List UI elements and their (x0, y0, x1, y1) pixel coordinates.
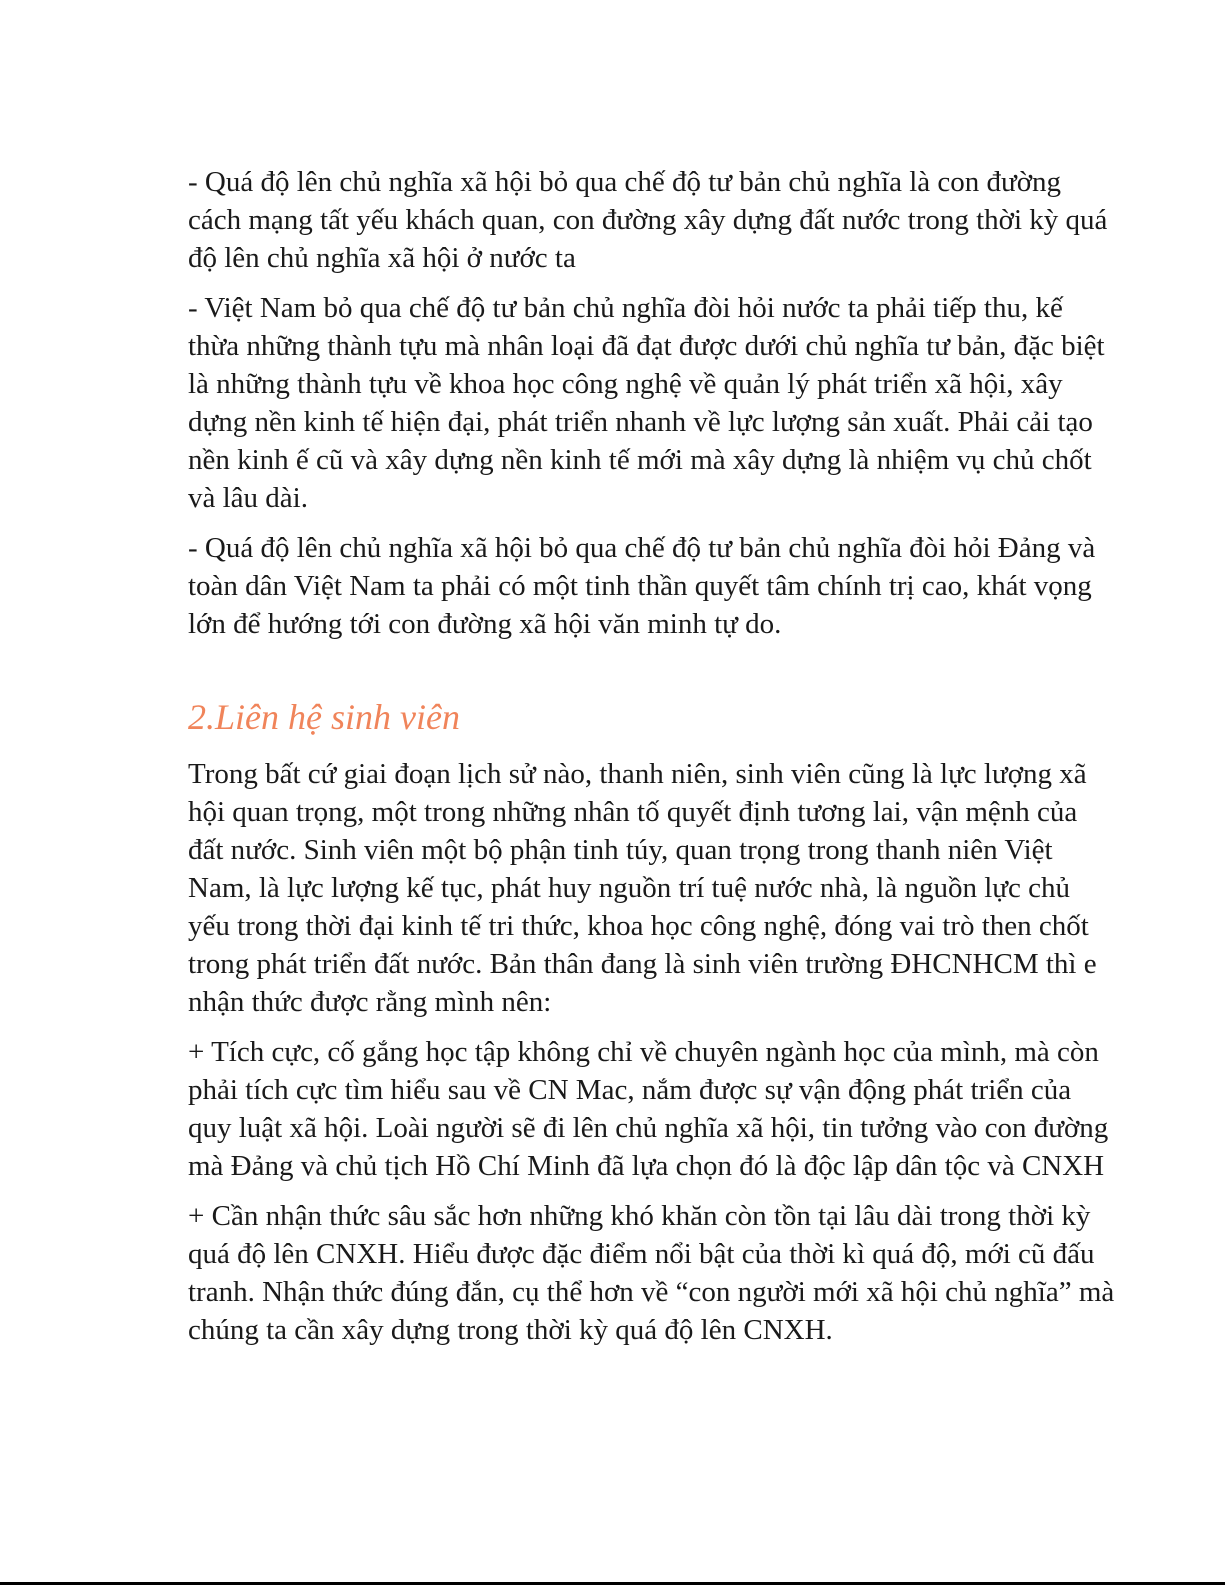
paragraph-student-role: Trong bất cứ giai đoạn lịch sử nào, thanh niên, sinh viên cũng là lực lượng xã hội quan trọng, một trong những nhân tố quyết định tương lai, vận mệnh của đất nước. Sinh viên một bộ phận tinh túy, quan trọng trong thanh niên Việt Nam, là lực lượng kế tục, phát huy nguồn trí tuệ nước nhà, là nguồn lực chủ yếu trong thời đại kinh tế tri thức, khoa học công nghệ, đóng vai trò then chốt trong phát triển đất nước. Bản thân đang là sinh viên trường ĐHCNHCM thì e nhận thức được rằng mình nên: (188, 758, 1097, 1018)
paragraph-study-actively: + Tích cực, cố gắng học tập không chỉ về chuyên ngành học của mình, mà còn phải tích cực tìm hiểu sau về CN Mac, nắm được sự vận động phát triển của quy luật xã hội. Loài người sẽ đi lên chủ nghĩa xã hội, tin tưởng vào con đường mà Đảng và chủ tịch Hồ Chí Minh đã lựa chọn đó là độc lập dân tộc và CNXH (188, 1036, 1109, 1182)
paragraph-political-determination: - Quá độ lên chủ nghĩa xã hội bỏ qua chế độ tư bản chủ nghĩa đòi hỏi Đảng và toàn dân Việt Nam ta phải có một tinh thần quyết tâm chính trị cao, khát vọng lớn để hướng tới con đường xã hội văn minh tự do. (188, 532, 1096, 640)
document-body (188, 163, 1118, 1425)
paragraph-transition-path: - Quá độ lên chủ nghĩa xã hội bỏ qua chế độ tư bản chủ nghĩa là con đường cách mạng tất yếu khách quan, con đường xây dựng đất nước trong thời kỳ quá độ lên chủ nghĩa xã hội ở nước ta (188, 166, 1108, 274)
paragraph-inherit-achievements: - Việt Nam bỏ qua chế độ tư bản chủ nghĩa đòi hỏi nước ta phải tiếp thu, kế thừa những thành tựu mà nhân loại đã đạt được dưới chủ nghĩa tư bản, đặc biệt là những thành tựu về khoa học công nghệ về quản lý phát triển xã hội, xây dựng nền kinh tế hiện đại, phát triển nhanh về lực lượng sản xuất. Phải cải tạo nền kinh ế cũ và xây dựng nền kinh tế mới mà xây dựng là nhiệm vụ chủ chốt và lâu dài. (188, 292, 1105, 514)
paragraph-awareness-difficulties: + Cần nhận thức sâu sắc hơn những khó khăn còn tồn tại lâu dài trong thời kỳ quá độ lên CNXH. Hiểu được đặc điểm nổi bật của thời kì quá độ, mới cũ đấu tranh. Nhận thức đúng đắn, cụ thể hơn về “con người mới xã hội chủ nghĩa” mà chúng ta cần xây dựng trong thời kỳ quá độ lên CNXH. (188, 1200, 1115, 1346)
section-heading: 2.Liên hệ sinh viên (188, 697, 460, 737)
